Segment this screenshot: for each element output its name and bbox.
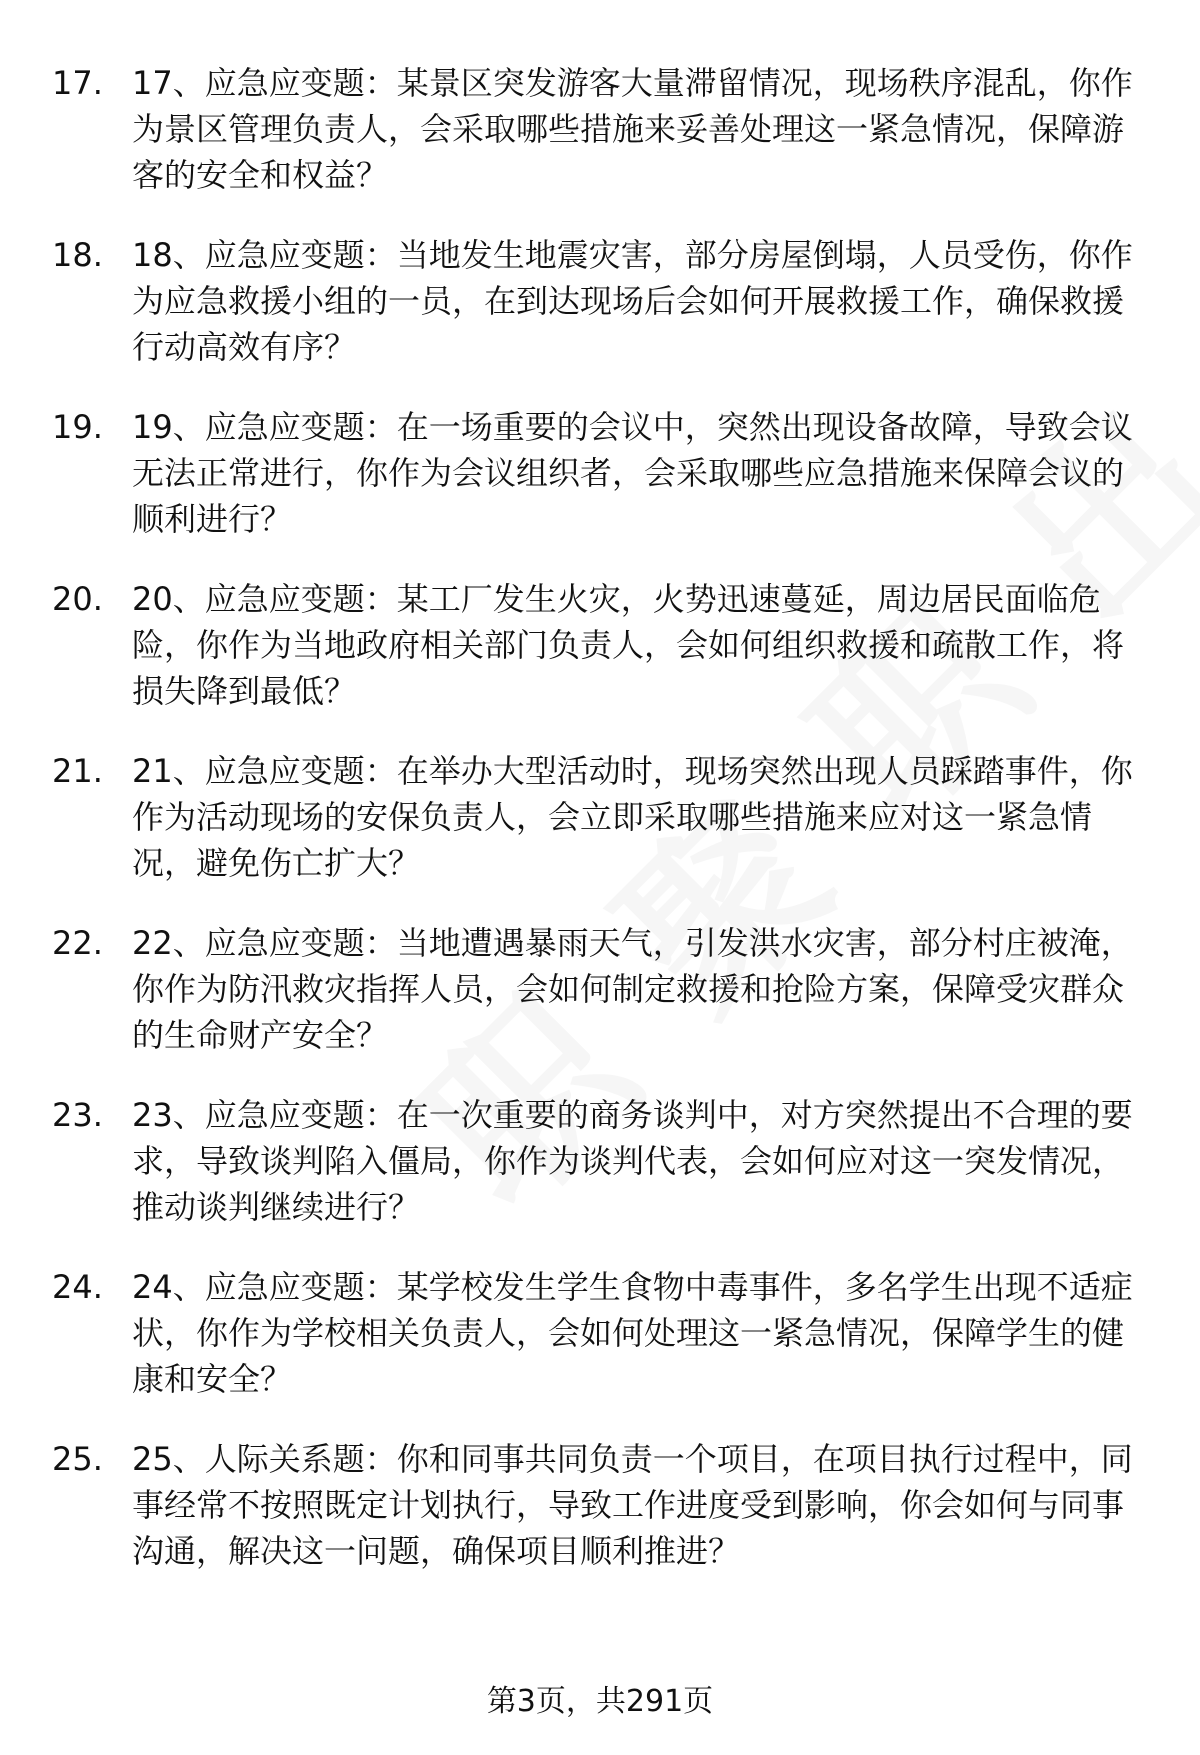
item-text: 23、应急应变题：在一次重要的商务谈判中，对方突然提出不合理的要求，导致谈判陷入僵局，你作为谈判代表，会如何应对这一突发情况，推动谈判继续进行？ [132,1096,1133,1226]
item-text: 20、应急应变题：某工厂发生火灾，火势迅速蔓延，周边居民面临危险，你作为当地政府相关部门负责人，会如何组织救援和疏散工作，将损失降到最低？ [132,580,1125,710]
question-list [52,60,1152,1608]
item-text: 25、人际关系题：你和同事共同负责一个项目，在项目执行过程中，同事经常不按照既定计划执行，导致工作进度受到影响，你会如何与同事沟通，解决这一问题，确保项目顺利推进？ [132,1440,1133,1570]
item-text: 19、应急应变题：在一场重要的会议中，突然出现设备故障，导致会议无法正常进行，你作为会议组织者，会采取哪些应急措施来保障会议的顺利进行？ [132,408,1133,538]
item-number: 17. [52,64,103,102]
item-number: 20. [52,580,103,618]
item-number: 22. [52,924,103,962]
item-text: 21、应急应变题：在举办大型活动时，现场突然出现人员踩踏事件，你作为活动现场的安保负责人，会立即采取哪些措施来应对这一紧急情况，避免伤亡扩大？ [132,752,1133,882]
item-text: 17、应急应变题：某景区突发游客大量滞留情况，现场秩序混乱，你作为景区管理负责人，会采取哪些措施来妥善处理这一紧急情况，保障游客的安全和权益？ [132,64,1133,194]
list-item [52,920,1152,1058]
item-text: 24、应急应变题：某学校发生学生食物中毒事件，多名学生出现不适症状，你作为学校相关负责人，会如何处理这一紧急情况，保障学生的健康和安全？ [132,1268,1133,1398]
item-number: 19. [52,408,103,446]
list-item [52,60,1152,198]
list-item [52,232,1152,370]
list-item [52,1436,1152,1574]
list-item [52,576,1152,714]
item-number: 25. [52,1440,103,1478]
item-number: 24. [52,1268,103,1306]
list-item [52,404,1152,542]
list-item [52,1264,1152,1402]
item-number: 21. [52,752,103,790]
page-footer: 第3页，共291页 [486,1684,714,1719]
item-number: 18. [52,236,103,274]
item-text: 22、应急应变题：当地遭遇暴雨天气，引发洪水灾害，部分村庄被淹，你作为防汛救灾指挥人员，会如何制定救援和抢险方案，保障受灾群众的生命财产安全？ [132,924,1133,1054]
list-item [52,1092,1152,1230]
item-number: 23. [52,1096,103,1134]
item-text: 18、应急应变题：当地发生地震灾害，部分房屋倒塌，人员受伤，你作为应急救援小组的一员，在到达现场后会如何开展救援工作，确保救援行动高效有序？ [132,236,1133,366]
list-item [52,748,1152,886]
